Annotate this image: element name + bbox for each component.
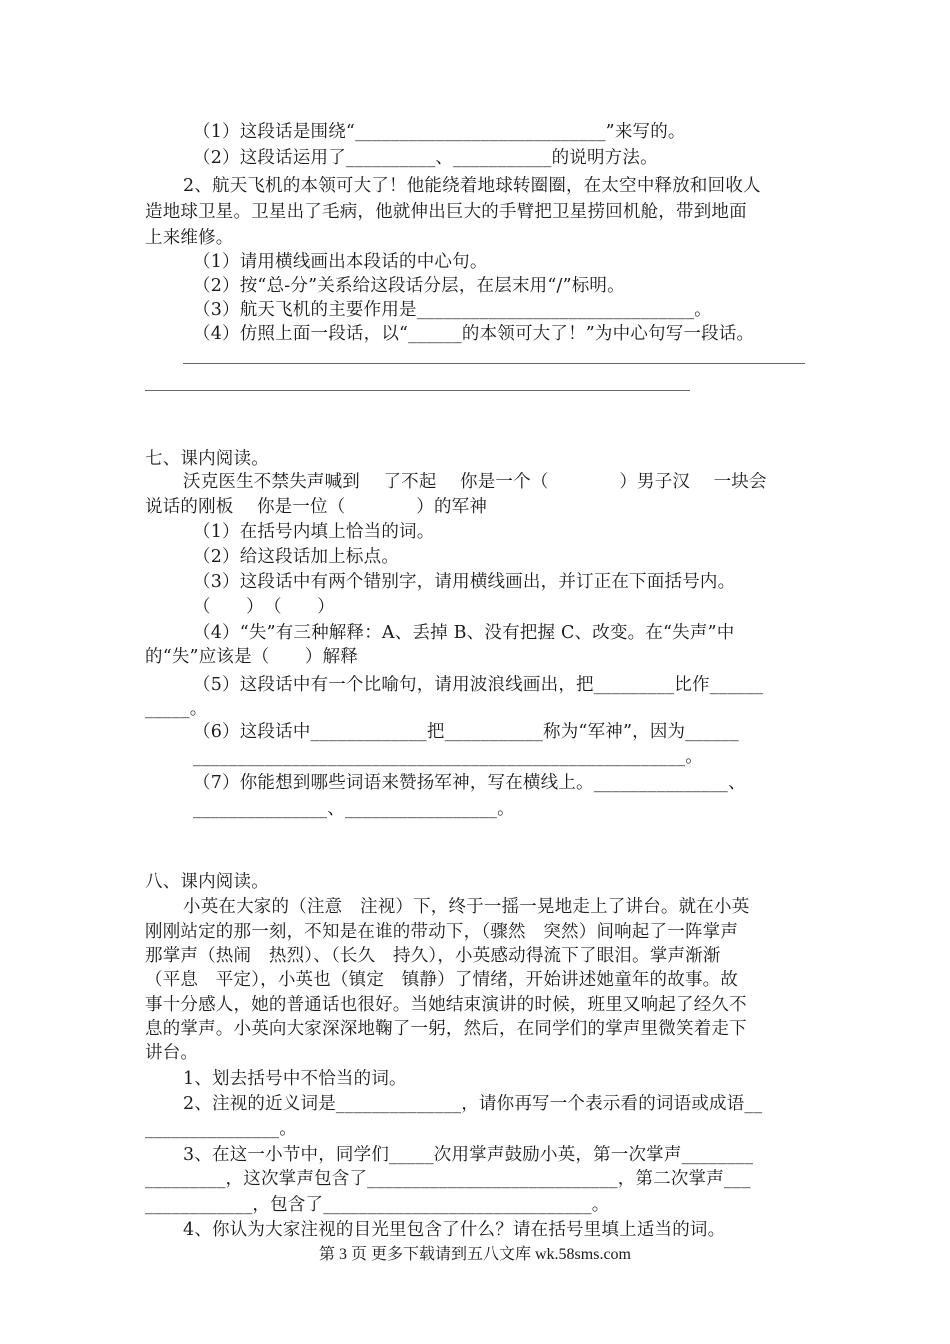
question-line: （1）这段话是围绕“____________________________”来写的。 [193,122,686,142]
question-line: （3）这段话中有两个错别字，请用横线画出，并订正在下面括号内。 [193,572,736,592]
question-line: 3、在这一小节中，同学们_____次用掌声鼓励小英，第一次掌声________ [183,1145,754,1165]
question-line: （5）这段话中有一个比喻句，请用波浪线画出，把_________比作______ [193,675,764,695]
paragraph-line: 那掌声（热闹 热烈）、（长久 持久），小英感动得流下了眼泪。掌声渐渐 [145,946,721,966]
paragraph-line: 造地球卫星。卫星出了毛病，他就伸出巨大的手臂把卫星捞回机舱，带到地面 [145,202,747,222]
answer-rule [183,363,805,364]
answer-blanks: （ ） （ ） [193,597,335,617]
paragraph-line: 上来维修。 [145,228,234,248]
paragraph-line: （平息 平定），小英也（镇定 镇静）了情绪，开始讲述她童年的故事。故 [145,970,739,990]
paragraph-line: 刚刚站定的那一刻，不知是在谁的带动下，（骤然 突然）间响起了一阵掌声 [145,922,739,942]
question-line: （3）航天飞机的主要作用是_______________________________。 [193,300,712,320]
section-title: 八、课内阅读。 [145,872,269,892]
question-line: 2、注视的近义词是______________，请你再写一个表示看的词语或成语__ [183,1094,763,1114]
question-line: （6）这段话中_____________把___________称为“军神”，因为______ [193,722,739,742]
paragraph-line: 沃克医生不禁失声喊到 了不起 你是一个（ ）男子汉 一块会 [183,472,767,492]
question-line: _____。 [145,699,208,719]
paragraph-line: 说话的刚板 你是一位（ ）的军神 [145,497,488,517]
question-line: （2）按“总-分”关系给这段话分层，在层末用“/”标明。 [193,276,625,296]
question-line: _________，这次掌声包含了____________________________，第二次掌声___ [145,1169,751,1189]
section-title: 七、课内阅读。 [145,449,269,469]
question-line: （1）请用横线画出本段话的中心句。 [193,252,488,272]
question-line: （4）仿照上面一段话，以“______的本领可大了！”为中心句写一段话。 [193,324,755,344]
paragraph-line: 2、航天飞机的本领可大了！他能绕着地球转圈圈，在太空中释放和回收人 [183,176,761,196]
question-line: ____________，包含了______________________________。 [145,1195,610,1215]
question-line: （2）这段话运用了__________、___________的说明方法。 [193,148,658,168]
question-line: _______________。 [145,1119,297,1139]
question-line: （2）给这段话加上标点。 [193,547,400,567]
question-line: （7）你能想到哪些词语来赞扬军神，写在横线上。_______________、 [193,773,746,793]
answer-rule [145,390,690,391]
paragraph-line: 小英在大家的（注意 注视）下，终于一摇一晃地走上了讲台。就在小英 [183,897,750,917]
question-line: （4）“失”有三种解释：A、丢掉 B、没有把握 C、改变。在“失声”中 [193,623,735,643]
paragraph-line: 事十分感人，她的普通话也很好。当她结束演讲的时候，班里又响起了经久不 [145,995,747,1015]
question-line: 的“失”应该是（ ）解释 [145,647,358,667]
paragraph-line: 讲台。 [145,1043,199,1063]
page-footer: 第 3 页 更多下载请到五八文库 wk.58sms.com [318,1246,631,1263]
question-line: 4、你认为大家注视的目光里包含了什么？请在括号里填上适当的词。 [183,1220,726,1240]
paragraph-line: 息的掌声。小英向大家深深地鞠了一躬，然后，在同学们的掌声里微笑着走下 [145,1019,747,1039]
question-line: 1、划去括号中不恰当的词。 [183,1069,407,1089]
question-line: _______________、_________________。 [193,799,515,819]
question-line: （1）在括号内填上恰当的词。 [193,522,435,542]
question-line: _______________________________________________________。 [193,747,703,767]
